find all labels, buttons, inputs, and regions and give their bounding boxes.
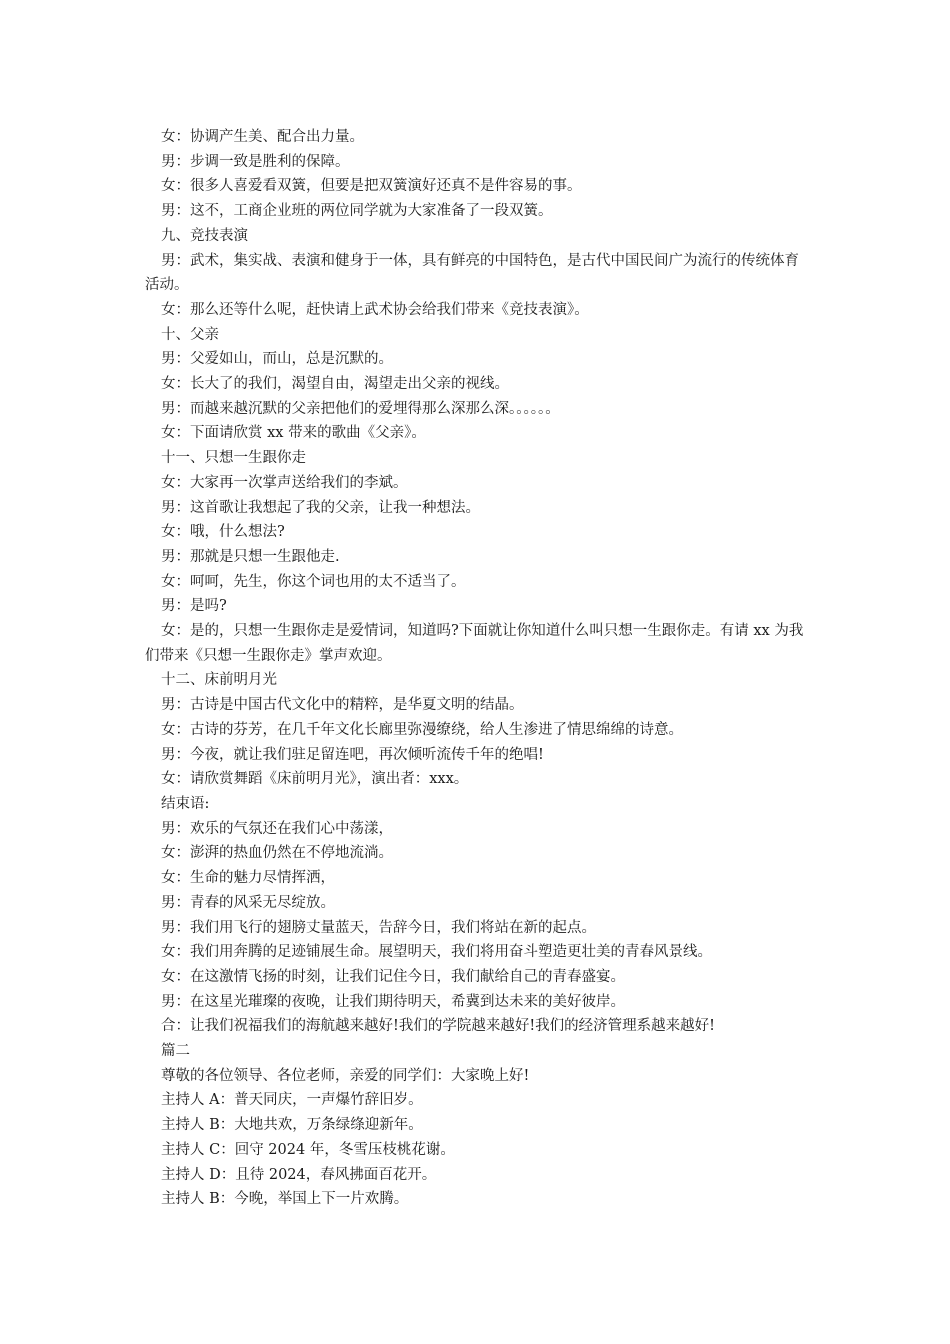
text-line: 尊敬的各位领导、各位老师，亲爱的同学们：大家晚上好! xyxy=(161,1067,530,1084)
text-line: 女：长大了的我们，渴望自由，渴望走出父亲的视线。 xyxy=(161,376,509,393)
text-line: 女：呵呵，先生，你这个词也用的太不适当了。 xyxy=(161,573,466,590)
text-line: 男：步调一致是胜利的保障。 xyxy=(161,153,350,170)
text-line: 男：而越来越沉默的父亲把他们的爱埋得那么深那么深。。。。。。 xyxy=(161,400,560,417)
text-line: 女：在这激情飞扬的时刻，让我们记住今日，我们献给自己的青春盛宴。 xyxy=(161,968,625,985)
section-heading: 篇二 xyxy=(161,1043,190,1060)
section-heading: 十一、只想一生跟你走 xyxy=(161,450,306,467)
text-line: 主持人 D：且待 2024，春风拂面百花开。 xyxy=(161,1166,437,1183)
text-line: 女：大家再一次掌声送给我们的李斌。 xyxy=(161,474,408,491)
text-line: 男：这首歌让我想起了我的父亲，让我一种想法。 xyxy=(161,499,480,516)
text-line: 主持人 B：今晚，举国上下一片欢腾。 xyxy=(161,1191,409,1208)
text-line: 女：请欣赏舞蹈《床前明月光》，演出者：xxx。 xyxy=(161,771,469,788)
text-line: 男：那就是只想一生跟他走. xyxy=(161,548,340,565)
text-line: 女：生命的魅力尽情挥洒， xyxy=(161,870,335,887)
text-line: 男：古诗是中国古代文化中的精粹，是华夏文明的结晶。 xyxy=(161,697,524,714)
text-line: 主持人 A：普天同庆，一声爆竹辞旧岁。 xyxy=(161,1092,423,1109)
document-body xyxy=(145,125,810,1212)
text-line: 女：古诗的芬芳，在几千年文化长廊里弥漫缭绕，给人生渗进了情思绵绵的诗意。 xyxy=(161,721,683,738)
text-line: 女：是的，只想一生跟你走是爱情词，知道吗?下面就让你知道什么叫只想一生跟你走。有请 xx 为我们带来《只想一生跟你走》掌声欢迎。 xyxy=(145,623,804,664)
section-heading: 十、父亲 xyxy=(161,326,219,343)
text-line: 女：哦，什么想法? xyxy=(161,524,285,541)
text-line: 男：这不，工商企业班的两位同学就为大家准备了一段双簧。 xyxy=(161,203,553,220)
text-line: 男：欢乐的气氛还在我们心中荡漾， xyxy=(161,820,393,837)
section-heading: 九、竞技表演 xyxy=(161,227,248,244)
text-line: 男：武术，集实战、表演和健身于一体，具有鲜亮的中国特色，是古代中国民间广为流行的传统体育活动。 xyxy=(145,252,799,294)
text-line: 男：我们用飞行的翅膀丈量蓝天，告辞今日，我们将站在新的起点。 xyxy=(161,919,596,936)
section-heading: 结束语: xyxy=(161,795,210,812)
text-line: 女：很多人喜爱看双簧，但要是把双簧演好还真不是件容易的事。 xyxy=(161,178,582,195)
text-line: 女：那么还等什么呢，赶快请上武术协会给我们带来《竞技表演》。 xyxy=(161,301,589,318)
text-line: 女：我们用奔腾的足迹铺展生命。展望明天，我们将用奋斗塑造更壮美的青春风景线。 xyxy=(161,944,712,961)
section-heading: 十二、床前明月光 xyxy=(161,672,277,689)
text-line: 主持人 C：回守 2024 年，冬雪压枝桃花谢。 xyxy=(161,1141,455,1158)
text-line: 女：下面请欣赏 xx 带来的歌曲《父亲》。 xyxy=(161,425,426,442)
text-line: 男：是吗? xyxy=(161,598,227,615)
text-line: 女：协调产生美、配合出力量。 xyxy=(161,129,364,145)
text-line: 男：父爱如山，而山，总是沉默的。 xyxy=(161,351,393,368)
text-line: 男：今夜，就让我们驻足留连吧，再次倾听流传千年的绝唱! xyxy=(161,746,544,763)
text-line: 男：在这星光璀璨的夜晚，让我们期待明天，希冀到达未来的美好彼岸。 xyxy=(161,993,625,1010)
text-line: 合：让我们祝福我们的海航越来越好!我们的学院越来越好!我们的经济管理系越来越好! xyxy=(161,1018,715,1035)
text-line: 男：青春的风采无尽绽放。 xyxy=(161,894,335,911)
text-line: 主持人 B：大地共欢，万条绿绦迎新年。 xyxy=(161,1117,423,1134)
text-line: 女：澎湃的热血仍然在不停地流淌。 xyxy=(161,845,393,862)
